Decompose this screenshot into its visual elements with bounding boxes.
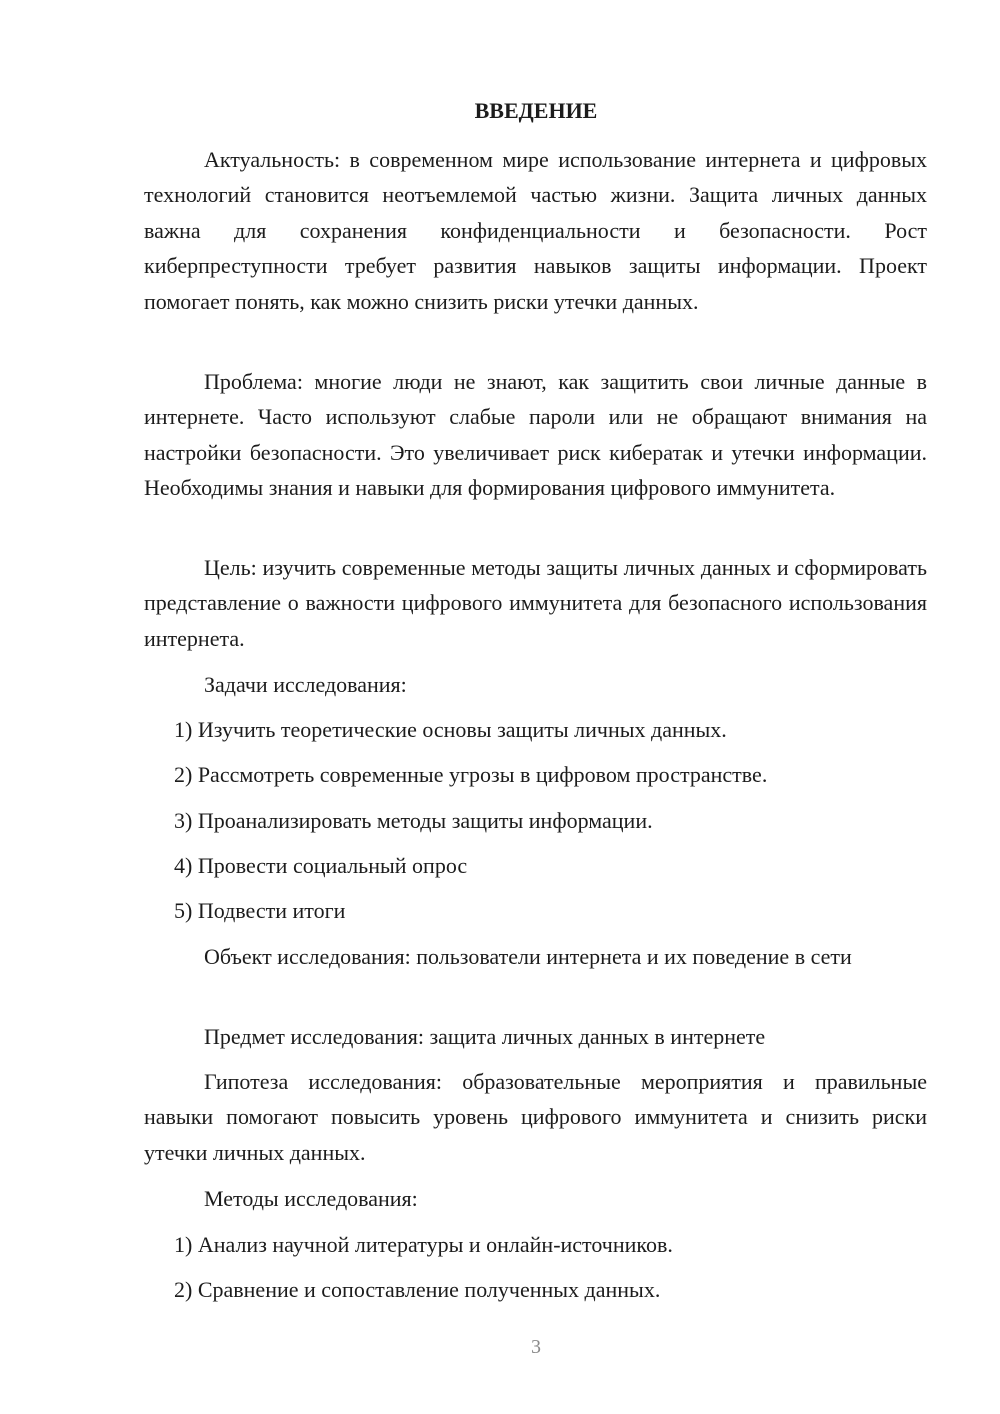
task-item-4: 4) Провести социальный опрос [174,853,468,878]
subject-line: Предмет исследования: защита личных данных в интернете [204,1024,766,1049]
relevance-paragraph: Актуальность: в современном мире использование интернета и цифровых технологий становится неотъемлемой частью жизни. Защита личных данных важна для сохранения конфиденциальности и безопасности. Рост киберпреступности требует развития навыков защиты информации. Проект помогает понять, как можно снизить риски утечки данных. [144,147,927,314]
tasks-heading: Задачи исследования: [204,672,407,697]
object-paragraph: Объект исследования: пользователи интернета и их поведение в сети [204,944,852,969]
task-item-1: 1) Изучить теоретические основы защиты личных данных. [174,717,727,742]
task-item-3: 3) Проанализировать методы защиты информации. [174,808,653,833]
page-title: ВВЕДЕНИЕ [474,98,598,123]
problem-paragraph: Проблема: многие люди не знают, как защитить свои личные данные в интернете. Часто используют слабые пароли или не обращают внимания на настройки безопасности. Это увеличивает риск кибератак и утечки информации. Необходимы знания и навыки для формирования цифрового иммунитета. [144,369,927,501]
task-item-2: 2) Рассмотреть современные угрозы в цифровом пространстве. [174,762,768,787]
page-number: 3 [531,1336,541,1358]
methods-heading: Методы исследования: [204,1186,418,1211]
goal-paragraph: Цель: изучить современные методы защиты личных данных и сформировать представление о важности цифрового иммунитета для безопасного использования интернета. [144,555,927,651]
method-item-2: 2) Сравнение и сопоставление полученных данных. [174,1277,661,1302]
hypothesis-paragraph: Гипотеза исследования: образовательные мероприятия и правильные навыки помогают повысить уровень цифрового иммунитета и снизить риски утечки личных данных. [144,1069,927,1165]
task-item-5: 5) Подвести итоги [174,898,346,923]
method-item-1: 1) Анализ научной литературы и онлайн-источников. [174,1232,673,1257]
